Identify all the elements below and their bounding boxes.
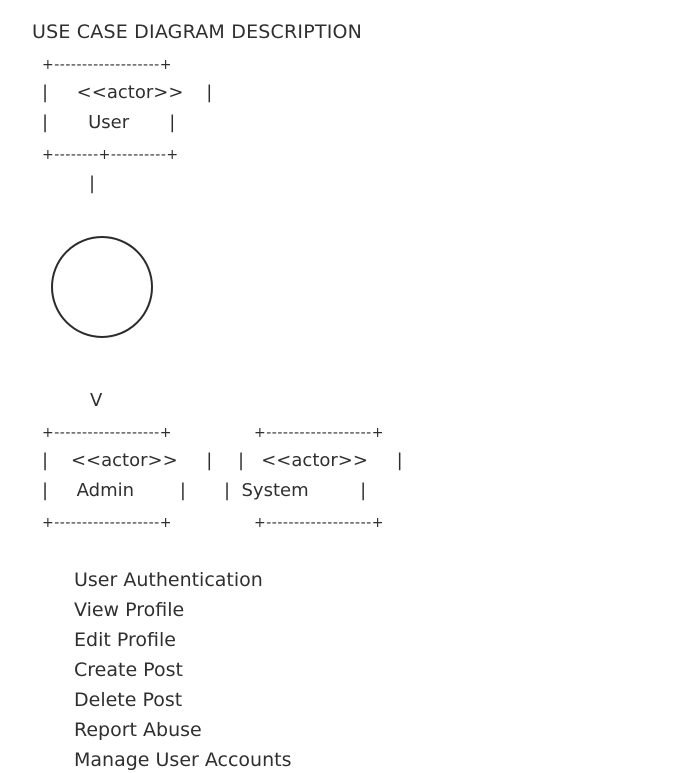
list-item: Create Post (74, 659, 183, 681)
list-item: Manage User Accounts (74, 749, 292, 771)
system-box-name: | System | (224, 480, 367, 501)
system-box-bottom-border: +-------------------+ (254, 515, 384, 531)
system-box-stereotype: | <<actor>> | (238, 450, 403, 471)
connector-arrow-head: V (90, 390, 103, 411)
list-item: Edit Profile (74, 629, 176, 651)
use-case-circle (51, 236, 153, 338)
user-box-bottom-border: +--------+----------+ (42, 147, 179, 163)
system-box-top-border: +-------------------+ (254, 425, 384, 441)
page-title: USE CASE DIAGRAM DESCRIPTION (32, 21, 363, 43)
admin-box-top-border: +-------------------+ (42, 425, 172, 441)
user-box-top-border: +-------------------+ (42, 57, 172, 73)
list-item: Delete Post (74, 689, 183, 711)
user-box-name: | User | (42, 112, 176, 133)
list-item: User Authentication (74, 569, 263, 591)
connector-pipe: | (89, 173, 96, 194)
user-box-stereotype: | <<actor>> | (42, 82, 213, 103)
list-item: Report Abuse (74, 719, 202, 741)
admin-box-stereotype: | <<actor>> | (42, 450, 213, 471)
admin-box-bottom-border: +-------------------+ (42, 515, 172, 531)
admin-box-name: | Admin | (42, 480, 186, 501)
list-item: View Profile (74, 599, 185, 621)
